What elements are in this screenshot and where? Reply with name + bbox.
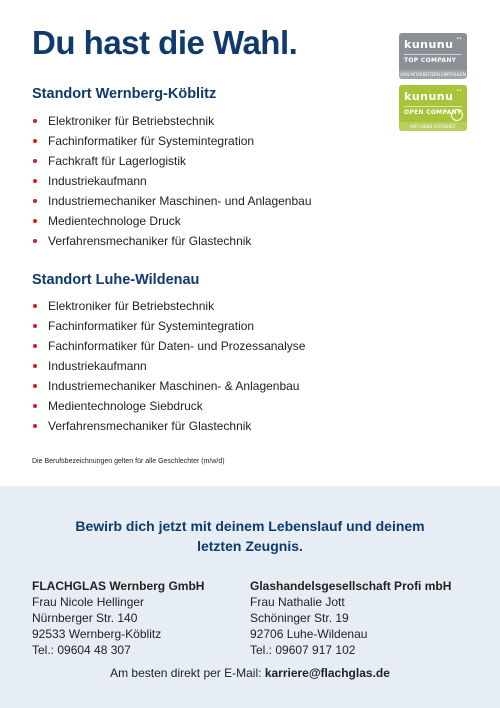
list-item: Verfahrensmechaniker für Glastechnik <box>32 231 312 251</box>
bullet-icon <box>33 344 37 348</box>
seal-icon <box>451 109 463 121</box>
list-item: Verfahrensmechaniker für Glastechnik <box>32 416 305 436</box>
bullet-icon <box>33 364 37 368</box>
list-item: Fachinformatiker für Systemintegration <box>32 316 305 336</box>
list-item: Medientechnologe Siebdruck <box>32 396 305 416</box>
list-item: Fachkraft für Lagerlogistik <box>32 151 312 171</box>
address-flachglas <box>32 578 204 658</box>
phone: Tel.: 09604 48 307 <box>32 643 131 657</box>
badge-subtitle: VON MITARBEITERN EMPFOHLEN <box>400 72 466 77</box>
bullet-icon <box>33 159 37 163</box>
badge-title: TOP COMPANY <box>404 57 457 64</box>
page-headline: Du hast die Wahl. <box>32 24 298 61</box>
city: 92533 Wernberg-Köblitz <box>32 627 162 641</box>
location-title-luhe: Standort Luhe-Wildenau <box>32 272 200 288</box>
phone: Tel.: 09607 917 102 <box>250 643 356 657</box>
list-item: Medientechnologe Druck <box>32 211 312 231</box>
bullet-icon <box>33 384 37 388</box>
bullet-icon <box>33 304 37 308</box>
bullet-icon <box>33 324 37 328</box>
badge-title: OPEN COMPANY <box>404 109 462 116</box>
badge-subtitle: WIR LEBEN OFFENHEIT <box>399 122 467 131</box>
list-item: Industriekaufmann <box>32 171 312 191</box>
kununu-logo: kununu <box>404 38 454 51</box>
gender-note: Die Berufsbezeichnungen gelten für alle Geschlechter (m/w/d) <box>32 458 225 465</box>
city: 92706 Luhe-Wildenau <box>250 627 368 641</box>
street: Schöninger Str. 19 <box>250 611 349 625</box>
contact-person: Frau Nathalie Jott <box>250 595 345 609</box>
list-item: Elektroniker für Betriebstechnik <box>32 296 305 316</box>
bullet-icon <box>33 404 37 408</box>
list-item: Industriemechaniker Maschinen- und Anlagenbau <box>32 191 312 211</box>
list-item: Industriemechaniker Maschinen- & Anlagenbau <box>32 376 305 396</box>
list-item: Industriekaufmann <box>32 356 305 376</box>
job-list-wernberg <box>32 111 312 251</box>
contact-person: Frau Nicole Hellinger <box>32 595 145 609</box>
company-name: Glashandelsgesellschaft Profi mbH <box>250 579 452 593</box>
bullet-icon <box>33 199 37 203</box>
list-item: Fachinformatiker für Systemintegration <box>32 131 312 151</box>
kununu-logo: kununu <box>404 90 454 103</box>
job-list-luhe <box>32 296 305 436</box>
location-title-wernberg: Standort Wernberg-Köblitz <box>32 86 217 102</box>
kununu-open-company-badge: •• kununu OPEN COMPANY WIR LEBEN OFFENHEIT <box>399 85 467 131</box>
street: Nürnberger Str. 140 <box>32 611 138 625</box>
bullet-icon <box>33 119 37 123</box>
application-call-to-action: Bewirb dich jetzt mit deinem Lebenslauf und deinem letzten Zeugnis. <box>75 518 425 554</box>
address-profi <box>250 578 451 658</box>
kununu-top-company-badge: •• kununu TOP COMPANY VON MITARBEITERN EMPFOHLEN <box>399 33 467 79</box>
bullet-icon <box>33 179 37 183</box>
bullet-icon <box>33 219 37 223</box>
bullet-icon <box>33 239 37 243</box>
email-line <box>0 666 500 680</box>
email-prefix: Am besten direkt per E-Mail: <box>110 666 262 680</box>
bullet-icon <box>33 424 37 428</box>
bullet-icon <box>33 139 37 143</box>
email-link[interactable]: karriere@flachglas.de <box>264 666 390 680</box>
list-item: Fachinformatiker für Daten- und Prozessanalyse <box>32 336 305 356</box>
list-item: Elektroniker für Betriebstechnik <box>32 111 312 131</box>
company-name: FLACHGLAS Wernberg GmbH <box>32 579 205 593</box>
contact-panel <box>0 486 500 708</box>
